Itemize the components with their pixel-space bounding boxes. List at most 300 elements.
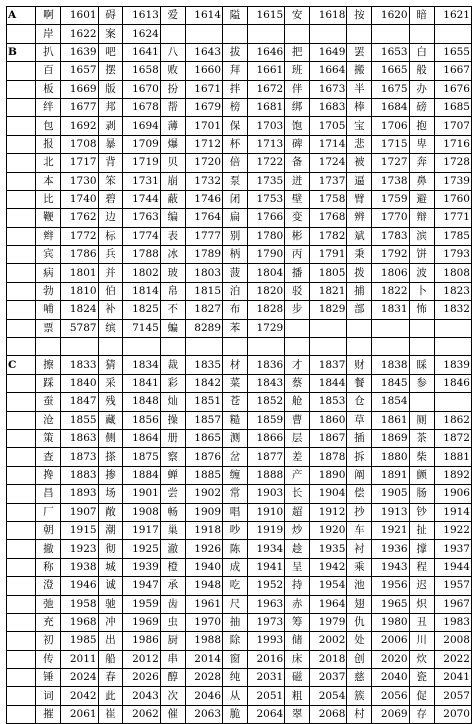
- table-row: [7, 301, 472, 319]
- section-letter: [7, 632, 36, 650]
- code-cell: 1814: [123, 282, 160, 300]
- code-cell: 1832: [434, 301, 472, 319]
- character-cell: [409, 25, 434, 43]
- code-cell: 1727: [372, 154, 409, 172]
- character-cell: 伴: [285, 80, 310, 98]
- character-cell: 吃: [223, 577, 248, 595]
- code-cell: 1875: [123, 448, 160, 466]
- code-cell: 1920: [310, 521, 347, 539]
- character-cell: 帮: [160, 98, 185, 116]
- code-cell: 1854: [372, 393, 409, 411]
- code-cell: 1823: [434, 282, 472, 300]
- character-cell: 驰: [98, 595, 123, 613]
- character-cell: 棒: [347, 98, 372, 116]
- character-cell: 厂: [36, 503, 61, 521]
- code-cell: 2012: [123, 650, 160, 668]
- code-cell: [310, 338, 347, 356]
- character-cell: 拆: [347, 448, 372, 466]
- character-cell: 备: [285, 154, 310, 172]
- character-cell: 炊: [409, 650, 434, 668]
- code-cell: 1771: [434, 209, 472, 227]
- character-cell: 残: [98, 393, 123, 411]
- code-cell: [434, 319, 472, 337]
- code-cell: 1820: [247, 282, 284, 300]
- code-cell: 1639: [61, 43, 98, 61]
- table-row: [7, 632, 472, 650]
- section-letter: B: [7, 43, 36, 61]
- code-cell: 2043: [123, 687, 160, 705]
- code-cell: 1649: [310, 43, 347, 61]
- table-row: [7, 190, 472, 208]
- character-cell: 察: [160, 448, 185, 466]
- table-row: [7, 613, 472, 631]
- code-cell: 1946: [61, 577, 98, 595]
- code-cell: 2051: [247, 687, 284, 705]
- code-cell: 1764: [185, 209, 222, 227]
- character-cell: 滨: [409, 227, 434, 245]
- code-cell: 1712: [185, 135, 222, 153]
- character-cell: 差: [285, 448, 310, 466]
- section-letter: [7, 705, 36, 723]
- character-cell: 颤: [409, 466, 434, 484]
- code-cell: 1708: [61, 135, 98, 153]
- code-cell: 1706: [372, 117, 409, 135]
- character-cell: 乘: [347, 558, 372, 576]
- code-cell: 1980: [372, 613, 409, 631]
- character-cell: 采: [98, 374, 123, 392]
- character-cell: 创: [347, 650, 372, 668]
- character-cell: 弛: [36, 595, 61, 613]
- code-cell: 1864: [123, 429, 160, 447]
- section-letter: [7, 687, 36, 705]
- code-cell: 1678: [123, 98, 160, 116]
- character-cell: 被: [347, 154, 372, 172]
- character-cell: 吵: [223, 521, 248, 539]
- character-cell: 岸: [36, 25, 61, 43]
- character-cell: 补: [98, 301, 123, 319]
- character-cell: 蚕: [36, 393, 61, 411]
- character-cell: 常: [223, 485, 248, 503]
- code-cell: 1739: [434, 172, 472, 190]
- code-cell: 1707: [434, 117, 472, 135]
- code-cell: 2016: [247, 650, 284, 668]
- code-cell: 1601: [61, 7, 98, 25]
- code-cell: 2018: [310, 650, 347, 668]
- code-cell: [247, 25, 284, 43]
- character-cell: 蔡: [285, 374, 310, 392]
- code-cell: 1983: [434, 613, 472, 631]
- code-cell: 1843: [247, 374, 284, 392]
- code-cell: 1728: [434, 154, 472, 172]
- character-cell: 瓷: [409, 669, 434, 687]
- code-cell: [310, 319, 347, 337]
- character-cell: 案: [98, 25, 123, 43]
- code-cell: 1825: [123, 301, 160, 319]
- code-cell: 1613: [123, 7, 160, 25]
- character-cell: 翠: [285, 705, 310, 723]
- character-cell: [347, 338, 372, 356]
- code-cell: 1841: [123, 374, 160, 392]
- code-cell: 2028: [185, 669, 222, 687]
- code-cell: 1758: [310, 190, 347, 208]
- code-cell: 1877: [247, 448, 284, 466]
- character-cell: 杯: [223, 135, 248, 153]
- code-cell: 1681: [247, 98, 284, 116]
- code-cell: 1872: [434, 429, 472, 447]
- character-cell: 搀: [36, 466, 61, 484]
- section-letter: [7, 558, 36, 576]
- character-cell: [223, 25, 248, 43]
- character-cell: 票: [36, 319, 61, 337]
- code-cell: 1714: [310, 135, 347, 153]
- section-letter: [7, 613, 36, 631]
- character-cell: 表: [160, 227, 185, 245]
- code-cell: 1802: [123, 264, 160, 282]
- character-cell: 伯: [98, 282, 123, 300]
- code-cell: [434, 25, 472, 43]
- code-cell: 1952: [247, 577, 284, 595]
- character-cell: 醇: [160, 669, 185, 687]
- character-cell: 变: [285, 209, 310, 227]
- code-cell: 1703: [247, 117, 284, 135]
- character-cell: 拜: [223, 62, 248, 80]
- character-cell: 拨: [347, 264, 372, 282]
- code-cell: 1855: [61, 411, 98, 429]
- character-cell: 辨: [347, 209, 372, 227]
- code-cell: 1804: [247, 264, 284, 282]
- character-cell: 不: [160, 301, 185, 319]
- code-cell: 1622: [61, 25, 98, 43]
- code-cell: 1957: [434, 577, 472, 595]
- character-cell: 臂: [347, 190, 372, 208]
- code-cell: 1675: [372, 80, 409, 98]
- character-cell: 败: [160, 62, 185, 80]
- section-letter: [7, 154, 36, 172]
- code-cell: 2063: [185, 705, 222, 723]
- table-row: [7, 319, 472, 337]
- code-cell: 2020: [372, 650, 409, 668]
- character-cell: 宾: [36, 246, 61, 264]
- character-cell: 榜: [223, 98, 248, 116]
- code-cell: 1988: [185, 632, 222, 650]
- code-cell: 1938: [61, 558, 98, 576]
- table-row: [7, 503, 472, 521]
- character-cell: 勃: [36, 282, 61, 300]
- character-cell: 丑: [409, 613, 434, 631]
- code-cell: 1947: [123, 577, 160, 595]
- character-cell: [36, 338, 61, 356]
- code-cell: 1744: [123, 190, 160, 208]
- section-letter: [7, 448, 36, 466]
- code-cell: 1753: [247, 190, 284, 208]
- character-cell: 邦: [98, 98, 123, 116]
- code-cell: 1713: [247, 135, 284, 153]
- character-cell: 彬: [285, 227, 310, 245]
- character-cell: 抄: [347, 503, 372, 521]
- character-cell: 波: [409, 264, 434, 282]
- code-cell: 1913: [372, 503, 409, 521]
- code-cell: 1720: [185, 154, 222, 172]
- character-cell: 处: [347, 632, 372, 650]
- character-cell: 场: [98, 485, 123, 503]
- code-cell: 1937: [434, 540, 472, 558]
- code-cell: 1791: [310, 246, 347, 264]
- section-letter: A: [7, 7, 36, 25]
- character-cell: 般: [409, 62, 434, 80]
- code-cell: 1893: [61, 485, 98, 503]
- code-cell: 1836: [247, 356, 284, 374]
- code-cell: 1740: [61, 190, 98, 208]
- character-cell: 剥: [98, 117, 123, 135]
- character-cell: 笨: [98, 172, 123, 190]
- character-cell: 卜: [409, 282, 434, 300]
- character-cell: 材: [223, 356, 248, 374]
- code-cell: 1914: [434, 503, 472, 521]
- code-cell: 1746: [185, 190, 222, 208]
- character-cell: 搬: [347, 62, 372, 80]
- character-cell: 别: [223, 227, 248, 245]
- character-cell: 草: [347, 411, 372, 429]
- character-cell: 慈: [347, 669, 372, 687]
- character-cell: 撑: [409, 540, 434, 558]
- character-cell: 诚: [98, 577, 123, 595]
- character-cell: 册: [160, 429, 185, 447]
- code-cell: 1862: [434, 411, 472, 429]
- character-cell: 秉: [347, 246, 372, 264]
- code-cell: 1724: [310, 154, 347, 172]
- character-cell: 抱: [409, 117, 434, 135]
- code-cell: [372, 25, 409, 43]
- code-cell: 1772: [61, 227, 98, 245]
- character-cell: 藏: [98, 411, 123, 429]
- code-cell: 1993: [247, 632, 284, 650]
- character-cell: 存: [409, 705, 434, 723]
- character-cell: 蝉: [160, 466, 185, 484]
- character-cell: 炽: [409, 595, 434, 613]
- code-cell: 1968: [61, 613, 98, 631]
- code-cell: 1943: [372, 558, 409, 576]
- code-cell: 1777: [185, 227, 222, 245]
- code-cell: 1646: [247, 43, 284, 61]
- code-cell: 1780: [247, 227, 284, 245]
- code-cell: 1722: [247, 154, 284, 172]
- character-cell: [285, 338, 310, 356]
- code-cell: 1824: [61, 301, 98, 319]
- section-letter: [7, 246, 36, 264]
- code-cell: 1973: [247, 613, 284, 631]
- character-cell: [160, 25, 185, 43]
- character-cell: 倍: [223, 154, 248, 172]
- character-cell: 卑: [409, 135, 434, 153]
- character-cell: 踩: [36, 374, 61, 392]
- section-letter: [7, 301, 36, 319]
- code-cell: 1701: [185, 117, 222, 135]
- code-cell: 1660: [185, 62, 222, 80]
- code-cell: 2054: [310, 687, 347, 705]
- table-row: [7, 466, 472, 484]
- character-cell: [285, 25, 310, 43]
- character-cell: 尺: [223, 595, 248, 613]
- code-cell: 1985: [61, 632, 98, 650]
- character-cell: 厕: [409, 411, 434, 429]
- character-cell: 沧: [36, 411, 61, 429]
- character-cell: 才: [285, 356, 310, 374]
- code-cell: 1907: [61, 503, 98, 521]
- code-cell: 1917: [123, 521, 160, 539]
- character-cell: 澄: [36, 577, 61, 595]
- table-row: [7, 393, 472, 411]
- character-cell: 并: [98, 264, 123, 282]
- character-cell: 从: [223, 687, 248, 705]
- code-cell: 1942: [310, 558, 347, 576]
- table-row: [7, 246, 472, 264]
- code-cell: 1891: [372, 466, 409, 484]
- code-cell: 1684: [372, 98, 409, 116]
- code-cell: 1679: [185, 98, 222, 116]
- character-cell: 按: [347, 7, 372, 25]
- table-row: [7, 521, 472, 539]
- character-cell: 鼻: [409, 172, 434, 190]
- code-cell: 1939: [123, 558, 160, 576]
- character-cell: 保: [223, 117, 248, 135]
- section-letter: [7, 466, 36, 484]
- character-cell: 搽: [98, 448, 123, 466]
- character-cell: 充: [36, 613, 61, 631]
- code-cell: 1731: [123, 172, 160, 190]
- character-cell: 病: [36, 264, 61, 282]
- character-cell: 床: [285, 650, 310, 668]
- character-cell: 阐: [347, 466, 372, 484]
- section-letter: [7, 393, 36, 411]
- character-cell: 帛: [160, 282, 185, 300]
- code-cell: 2022: [434, 650, 472, 668]
- character-cell: 川: [409, 632, 434, 650]
- character-cell: 壁: [285, 190, 310, 208]
- section-letter: [7, 80, 36, 98]
- table-row: [7, 154, 472, 172]
- code-cell: [185, 338, 222, 356]
- code-cell: 1848: [123, 393, 160, 411]
- table-row: [7, 595, 472, 613]
- character-cell: 部: [347, 301, 372, 319]
- character-cell: 春: [98, 669, 123, 687]
- character-cell: 彻: [98, 540, 123, 558]
- character-cell: 仇: [347, 613, 372, 631]
- code-cell: 1763: [123, 209, 160, 227]
- character-cell: 白: [409, 43, 434, 61]
- code-cell: 1770: [372, 209, 409, 227]
- character-cell: 啊: [36, 7, 61, 25]
- character-cell: 城: [98, 558, 123, 576]
- character-cell: 爆: [160, 135, 185, 153]
- section-letter: [7, 577, 36, 595]
- code-cell: 1658: [123, 62, 160, 80]
- code-cell: 1883: [61, 466, 98, 484]
- code-cell: 1838: [372, 356, 409, 374]
- table-row: [7, 264, 472, 282]
- code-cell: 1620: [372, 7, 409, 25]
- code-cell: 1805: [310, 264, 347, 282]
- code-cell: [372, 338, 409, 356]
- character-cell: 板: [36, 80, 61, 98]
- character-cell: 柴: [409, 448, 434, 466]
- code-cell: 1948: [185, 577, 222, 595]
- code-cell: 1803: [185, 264, 222, 282]
- character-cell: [347, 25, 372, 43]
- character-cell: [223, 338, 248, 356]
- code-cell: 1665: [372, 62, 409, 80]
- character-cell: 扁: [223, 209, 248, 227]
- code-cell: 1717: [61, 154, 98, 172]
- code-cell: 1857: [185, 411, 222, 429]
- code-cell: 1967: [434, 595, 472, 613]
- code-cell: 1921: [372, 521, 409, 539]
- section-letter: C: [7, 356, 36, 374]
- code-cell: 1861: [372, 411, 409, 429]
- code-cell: 1902: [185, 485, 222, 503]
- section-letter: [7, 172, 36, 190]
- character-cell: 促: [409, 687, 434, 705]
- character-cell: 饱: [285, 117, 310, 135]
- code-cell: 1655: [434, 43, 472, 61]
- code-cell: 2024: [61, 669, 98, 687]
- code-cell: 1906: [434, 485, 472, 503]
- character-cell: 标: [98, 227, 123, 245]
- section-letter: [7, 190, 36, 208]
- code-cell: 1810: [61, 282, 98, 300]
- code-cell: 2062: [123, 705, 160, 723]
- character-cell: 窗: [223, 650, 248, 668]
- character-cell: 虫: [160, 613, 185, 631]
- code-cell: 1759: [372, 190, 409, 208]
- code-cell: 1919: [247, 521, 284, 539]
- character-cell: 绊: [36, 98, 61, 116]
- table-row: [7, 227, 472, 245]
- character-cell: 驳: [285, 282, 310, 300]
- character-cell: 拌: [223, 80, 248, 98]
- character-cell: 潮: [98, 521, 123, 539]
- character-cell: 罢: [347, 43, 372, 61]
- code-cell: 2002: [310, 632, 347, 650]
- code-cell: 1786: [61, 246, 98, 264]
- character-cell: 缠: [223, 466, 248, 484]
- character-cell: 除: [223, 632, 248, 650]
- code-cell: 1965: [372, 595, 409, 613]
- code-cell: 1785: [434, 227, 472, 245]
- character-cell: 池: [347, 577, 372, 595]
- code-cell: 1815: [185, 282, 222, 300]
- table-row: [7, 669, 472, 687]
- code-cell: 2011: [61, 650, 98, 668]
- character-cell: 把: [285, 43, 310, 61]
- code-cell: 2037: [310, 669, 347, 687]
- code-cell: 1828: [247, 301, 284, 319]
- code-cell: 1615: [247, 7, 284, 25]
- code-cell: 1892: [434, 466, 472, 484]
- table-row: [7, 650, 472, 668]
- table-row: [7, 540, 472, 558]
- code-cell: 1835: [185, 356, 222, 374]
- code-cell: 1842: [185, 374, 222, 392]
- character-cell: 朝: [36, 521, 61, 539]
- character-cell: 仓: [347, 393, 372, 411]
- code-cell: 1673: [310, 80, 347, 98]
- table-row: [7, 172, 472, 190]
- character-cell: [409, 319, 434, 337]
- character-cell: 巢: [160, 521, 185, 539]
- code-cell: 1808: [434, 264, 472, 282]
- character-code-table: [6, 6, 472, 724]
